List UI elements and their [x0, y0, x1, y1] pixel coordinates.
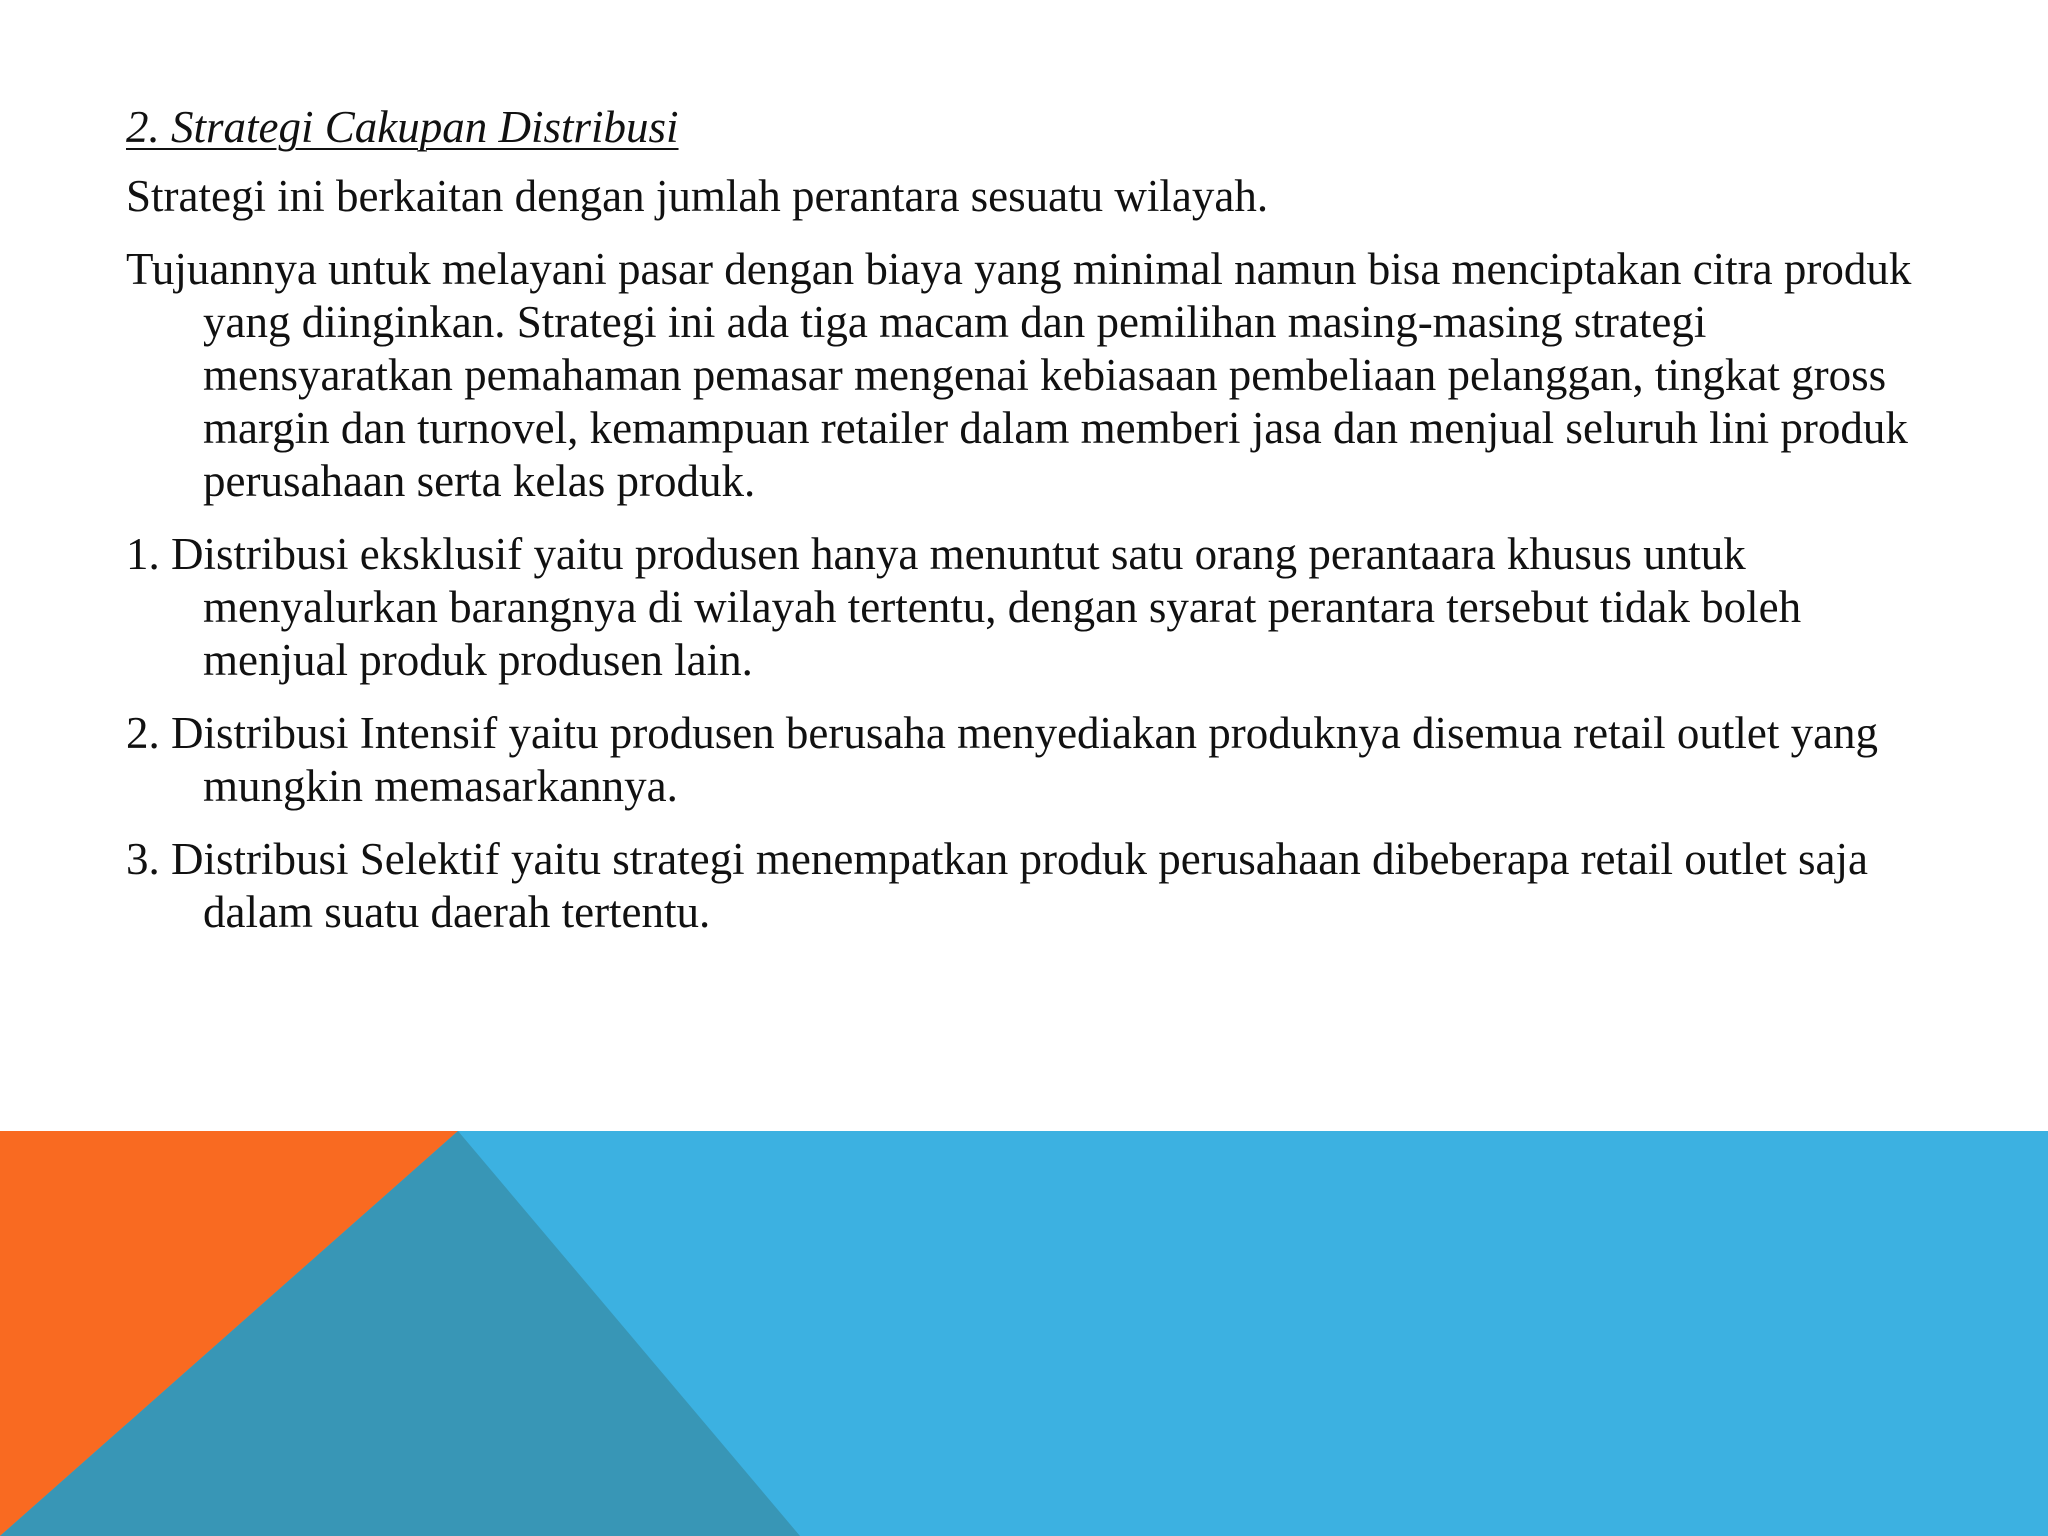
- list-item-intensive: 2. Distribusi Intensif yaitu produsen berusaha menyediakan produknya disemua retail outlet yang mungkin memasarkannya.: [126, 708, 1879, 811]
- slide-heading: 2. Strategi Cakupan Distribusi: [126, 102, 679, 152]
- paragraph-purpose: Tujuannya untuk melayani pasar dengan biaya yang minimal namun bisa menciptakan citra produk yang diinginkan. Strategi ini ada tiga macam dan pemilihan masing-masing strategi mensyaratkan pemahaman pemasar mengenai kebiasaan pembeliaan pelanggan, tingkat gross margin dan turnovel, kemampuan retailer dalam memberi jasa dan menjual seluruh lini produk perusahaan serta kelas produk.: [126, 244, 1912, 506]
- paragraph-intro: Strategi ini berkaitan dengan jumlah perantara sesuatu wilayah.: [126, 171, 1269, 221]
- list-item-selective: 3. Distribusi Selektif yaitu strategi menempatkan produk perusahaan dibeberapa retail outlet saja dalam suatu daerah tertentu.: [126, 834, 1868, 937]
- list-item-exclusive: 1. Distribusi eksklusif yaitu produsen hanya menuntut satu orang perantaara khusus untuk menyalurkan barangnya di wilayah tertentu, dengan syarat perantara tersebut tidak boleh menjual produk produsen lain.: [126, 529, 1802, 685]
